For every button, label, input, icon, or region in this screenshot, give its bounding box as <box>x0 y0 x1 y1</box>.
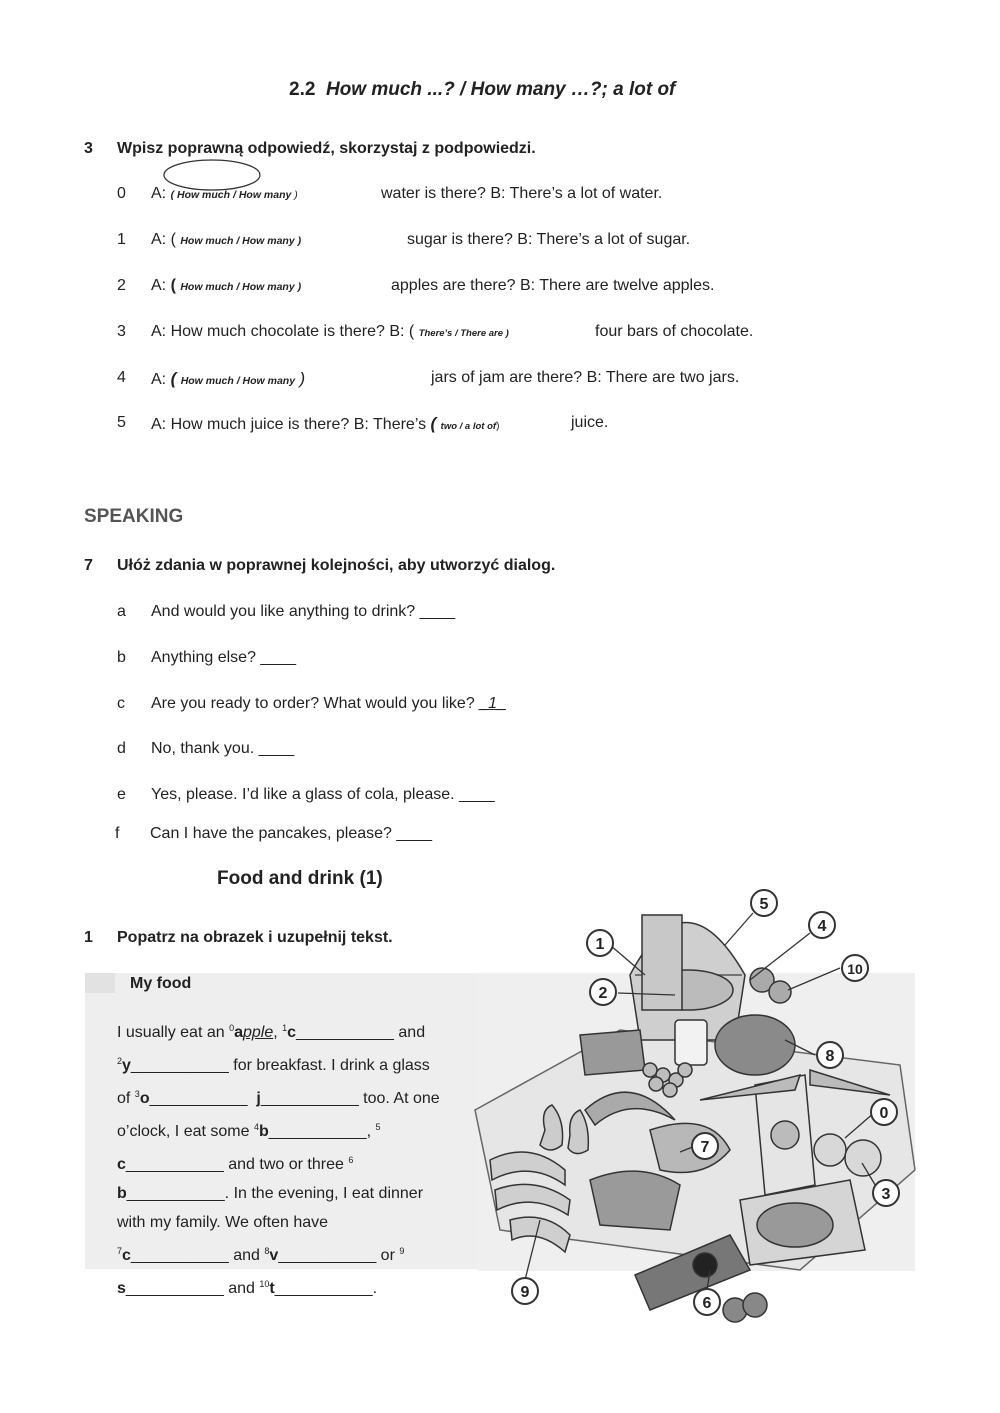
hint-open: ( <box>170 369 177 388</box>
t: and two or three <box>223 1156 349 1173</box>
ex3-item-3-rest: four bars of chocolate. <box>595 323 754 340</box>
ex3-item-4-line <box>151 369 305 389</box>
callout-1: 1 <box>595 936 605 953</box>
t: or <box>376 1247 400 1264</box>
sup: 1 <box>282 1023 288 1033</box>
callout-3: 3 <box>881 1186 891 1203</box>
t: , <box>273 1024 283 1041</box>
ex3-item-0-rest: water is there? B: There’s a lot of water. <box>381 185 663 202</box>
sup: 3 <box>134 1089 140 1099</box>
blank-1[interactable]: ___________ <box>296 1024 394 1041</box>
t: v <box>269 1247 279 1264</box>
item-prefix: A: <box>151 185 171 202</box>
ex3-item-3-line <box>151 323 509 341</box>
sup: 2 <box>117 1056 123 1066</box>
blank-3[interactable]: ___________ <box>149 1090 248 1107</box>
callout-4: 4 <box>817 918 827 935</box>
t: and <box>393 1024 426 1041</box>
t: o <box>139 1090 150 1107</box>
t: o’clock, I eat some <box>117 1123 254 1140</box>
ex7-item-e: Yes, please. I’d like a glass of cola, please. ____ <box>151 786 495 803</box>
t: j <box>256 1090 261 1107</box>
t: t <box>269 1280 275 1297</box>
blank-8[interactable]: ___________ <box>130 1247 229 1264</box>
item-number: 0 <box>117 185 126 202</box>
exercise-3-number: 3 <box>84 140 93 157</box>
blank-10[interactable]: ___________ <box>125 1280 224 1297</box>
ex3-item-5-rest: juice. <box>571 414 609 431</box>
answer-1: _1_ <box>479 695 506 712</box>
item-prefix: A: How much juice is there? B: There’s <box>151 416 431 433</box>
ex3-item-4-number: 4 <box>117 369 126 386</box>
food-title: Food and drink (1) <box>217 868 383 889</box>
blank-5[interactable]: ___________ <box>268 1123 367 1140</box>
ex7-letter-c: c <box>117 695 125 712</box>
t: . In the evening, I eat dinner <box>224 1185 424 1202</box>
ex3-item-3-number: 3 <box>117 323 126 340</box>
page-title <box>289 79 675 101</box>
ex7-letter-d: d <box>117 740 126 757</box>
t: b <box>117 1185 127 1202</box>
hint-text: How much / How many ) <box>180 281 302 293</box>
t: , <box>366 1123 376 1140</box>
item-prefix: A: <box>151 277 171 294</box>
item-prefix: A: <box>151 371 171 388</box>
ex7-letter-b: b <box>117 649 126 666</box>
apple-icon <box>814 1134 846 1166</box>
ex3-item-1-line <box>151 231 301 249</box>
ex7-item-b: Anything else? ____ <box>151 649 296 666</box>
sup: 7 <box>117 1246 123 1256</box>
food-illustration <box>470 880 930 1350</box>
hint-close: ) <box>496 421 500 432</box>
t: too. At one <box>358 1090 440 1107</box>
ex7-letter-e: e <box>117 786 126 803</box>
sup: 9 <box>399 1246 405 1256</box>
hint-text: There’s / There are ) <box>418 328 509 339</box>
blank-11[interactable]: ___________ <box>274 1280 373 1297</box>
t: . <box>372 1280 378 1297</box>
hint-text: two / a lot of <box>440 421 497 432</box>
callout-6: 6 <box>702 1295 712 1312</box>
ex7-letter-a: a <box>117 603 126 620</box>
ex3-item-4-rest: jars of jam are there? B: There are two jars. <box>431 369 740 386</box>
ex3-item-0 <box>117 185 126 203</box>
hint-open: ( <box>408 323 415 340</box>
callout-8: 8 <box>825 1048 835 1065</box>
blank-6[interactable]: ___________ <box>125 1156 224 1173</box>
ex3-item-2-line <box>151 277 301 295</box>
hint-text: How much / How many <box>174 189 295 201</box>
callout-10: 10 <box>847 961 863 977</box>
ex7-item-d: No, thank you. ____ <box>151 740 295 757</box>
callout-9: 9 <box>520 1284 530 1301</box>
ex3-item-1-rest: sugar is there? B: There’s a lot of sugar. <box>407 231 691 248</box>
hint-close: ) <box>294 189 298 201</box>
ex3-item-2-number: 2 <box>117 277 126 294</box>
fill-in-text <box>117 1014 467 1303</box>
hint-close: ) <box>299 369 306 388</box>
t: y <box>122 1057 131 1074</box>
exercise-1-number: 1 <box>84 929 93 946</box>
hint-open: ( <box>170 189 175 201</box>
sup: 10 <box>259 1279 270 1289</box>
blank-7[interactable]: ___________ <box>126 1185 225 1202</box>
box-title: My food <box>130 975 192 992</box>
hint-open: ( <box>170 231 176 248</box>
ex3-item-5-number: 5 <box>117 414 126 431</box>
t: of <box>117 1090 135 1107</box>
hint-text: How much / How many ) <box>180 235 302 247</box>
box-strip <box>85 973 115 993</box>
answer-0: pple <box>243 1024 274 1041</box>
t: I usually eat an <box>117 1024 230 1041</box>
ex7-letter-f: f <box>115 825 120 842</box>
hint-text: How much / How many <box>180 375 296 387</box>
ex7-item-a: And would you like anything to drink? ____ <box>151 603 456 620</box>
ex7-item-c <box>151 695 506 713</box>
ex3-item-1-number: 1 <box>117 231 126 248</box>
exercise-7-number: 7 <box>84 557 93 574</box>
callout-2: 2 <box>598 985 608 1002</box>
section-title: How much ...? / How many …?; a lot of <box>325 79 676 100</box>
t: with my family. We often have <box>117 1214 329 1231</box>
item-prefix: A: <box>151 231 171 248</box>
hint-open: ( <box>170 277 176 294</box>
sup: 5 <box>375 1122 381 1132</box>
t: for breakfast. I drink a glass <box>228 1057 430 1074</box>
item-text: Are you ready to order? What would you like? <box>151 695 480 712</box>
t: c <box>122 1247 131 1264</box>
sup: 4 <box>253 1122 259 1132</box>
t: c <box>287 1024 297 1041</box>
callout-0: 0 <box>879 1105 889 1122</box>
hint-open: ( <box>430 414 437 433</box>
t: and <box>228 1247 265 1264</box>
t: b <box>258 1123 269 1140</box>
exercise-3-instruction: Wpisz poprawną odpowiedź, skorzystaj z podpowiedzi. <box>117 140 536 157</box>
exercise-7-instruction: Ułóż zdania w poprawnej kolejności, aby utworzyć dialog. <box>117 557 556 574</box>
sup: 6 <box>348 1155 354 1165</box>
item-prefix: A: How much chocolate is there? B: <box>151 323 409 340</box>
t: s <box>117 1280 126 1297</box>
section-number: 2.2 <box>289 79 316 100</box>
t: and <box>223 1280 260 1297</box>
ex7-item-f: Can I have the pancakes, please? ____ <box>150 825 432 842</box>
exercise-1-instruction: Popatrz na obrazek i uzupełnij tekst. <box>117 929 393 946</box>
blank-9[interactable]: ___________ <box>278 1247 377 1264</box>
t: a <box>234 1024 243 1041</box>
blank-4[interactable]: ___________ <box>260 1090 359 1107</box>
ex3-item-5-line <box>151 414 499 434</box>
blank-2[interactable]: ___________ <box>130 1057 229 1074</box>
t: c <box>117 1156 126 1173</box>
callout-7: 7 <box>700 1139 710 1156</box>
callout-5: 5 <box>759 896 769 913</box>
sup: 0 <box>229 1023 235 1033</box>
speaking-heading: SPEAKING <box>84 506 184 527</box>
ex3-item-2-rest: apples are there? B: There are twelve apples. <box>391 277 715 294</box>
ex3-item-0-line <box>151 185 298 203</box>
sup: 8 <box>264 1246 270 1256</box>
